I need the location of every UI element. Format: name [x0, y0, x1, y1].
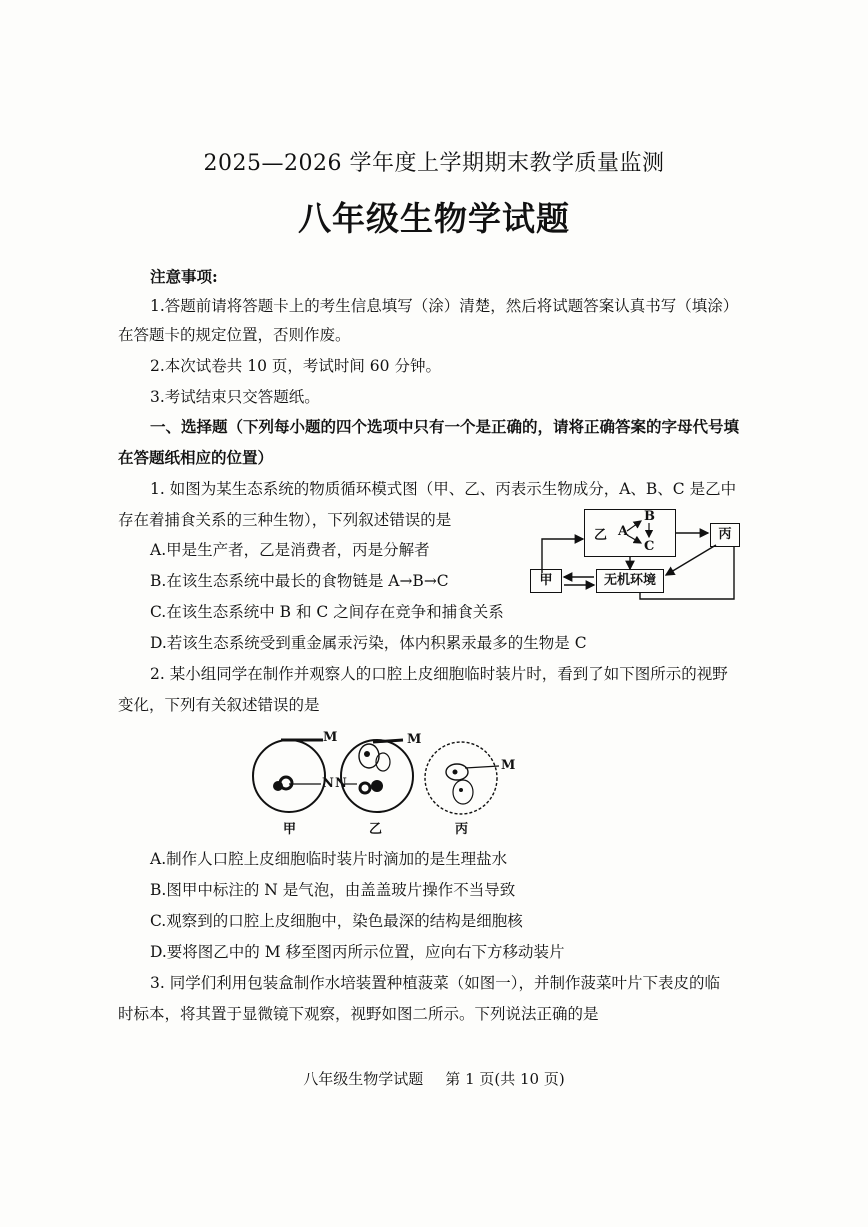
q2-option-d: D.要将图乙中的 M 移至图丙所示位置，应向右下方移动装片: [150, 943, 565, 961]
notes-heading: 注意事项:: [150, 267, 218, 286]
q1-box-environment: 无机环境: [596, 569, 664, 593]
section1-heading-line1: 一、选择题（下列每小题的四个选项中只有一个是正确的，请将正确答案的字母代号填: [150, 417, 740, 436]
q1-stem-line1: 1. 如图为某生态系统的物质循环模式图（甲、乙、丙表示生物成分，A、B、C 是乙中: [150, 480, 737, 498]
q3-stem-line1: 3. 同学们利用包装盒制作水培装置种植菠菜（如图一），并制作菠菜叶片下表皮的临: [150, 974, 720, 992]
q2-stem-line2: 变化，下列有关叙述错误的是: [118, 696, 320, 714]
footer-page-info: 第 1 页(共 10 页): [445, 1070, 565, 1088]
q2-label-m-bing: M: [501, 758, 516, 773]
notes-item3: 3.考试结束只交答题纸。: [150, 388, 320, 406]
q1-box-bing: 丙: [710, 523, 740, 547]
q2-caption-bing: 丙: [455, 822, 469, 837]
footer-paper-name: 八年级生物学试题: [303, 1070, 424, 1088]
q2-option-c: C.观察到的口腔上皮细胞中，染色最深的结构是细胞核: [150, 912, 523, 930]
notes-item1-line2: 在答题卡的规定位置，否则作废。: [118, 326, 351, 344]
section1-heading-line2: 在答题纸相应的位置）: [118, 448, 274, 467]
q2-label-m-jia: M: [323, 730, 338, 745]
q2-label-n-jia: N: [322, 776, 334, 791]
q2-label-n-yi: N: [335, 776, 347, 791]
q1-label-a: A: [618, 524, 629, 539]
exam-session-title: 2025—2026 学年度上学期期末教学质量监测: [203, 151, 665, 176]
q1-cycle-diagram: [520, 505, 760, 605]
q1-label-b: B: [644, 509, 655, 524]
q2-caption-yi: 乙: [369, 822, 383, 837]
q2-microscope-views: [245, 728, 535, 836]
q1-option-b: B.在该生态系统中最长的食物链是 A→B→C: [150, 572, 449, 590]
page-footer: [0, 1068, 868, 1089]
q2-label-m-yi: M: [407, 732, 422, 747]
q1-label-yi: 乙: [594, 528, 608, 543]
q1-stem-line2: 存在着捕食关系的三种生物），下列叙述错误的是: [118, 511, 452, 529]
q1-option-d: D.若该生态系统受到重金属汞污染，体内积累汞最多的生物是 C: [150, 634, 587, 652]
q2-stem-line1: 2. 某小组同学在制作并观察人的口腔上皮细胞临时装片时，看到了如下图所示的视野: [150, 665, 728, 683]
notes-item2: 2.本次试卷共 10 页，考试时间 60 分钟。: [150, 357, 441, 375]
q1-box-jia: 甲: [530, 569, 562, 593]
q1-label-c: C: [644, 539, 655, 554]
q2-caption-jia: 甲: [283, 822, 297, 837]
subject-title: 八年级生物学试题: [298, 199, 570, 238]
q3-stem-line2: 时标本，将其置于显微镜下观察，视野如图二所示。下列说法正确的是: [118, 1005, 599, 1023]
q1-option-c: C.在该生态系统中 B 和 C 之间存在竞争和捕食关系: [150, 603, 504, 621]
q2-option-a: A.制作人口腔上皮细胞临时装片时滴加的是生理盐水: [150, 850, 508, 868]
notes-item1-line1: 1.答题前请将答题卡上的考生信息填写（涂）清楚，然后将试题答案认真书写（填涂）: [150, 297, 739, 315]
q1-option-a: A.甲是生产者，乙是消费者，丙是分解者: [150, 541, 430, 559]
q2-option-b: B.图甲中标注的 N 是气泡，由盖盖玻片操作不当导致: [150, 881, 516, 899]
